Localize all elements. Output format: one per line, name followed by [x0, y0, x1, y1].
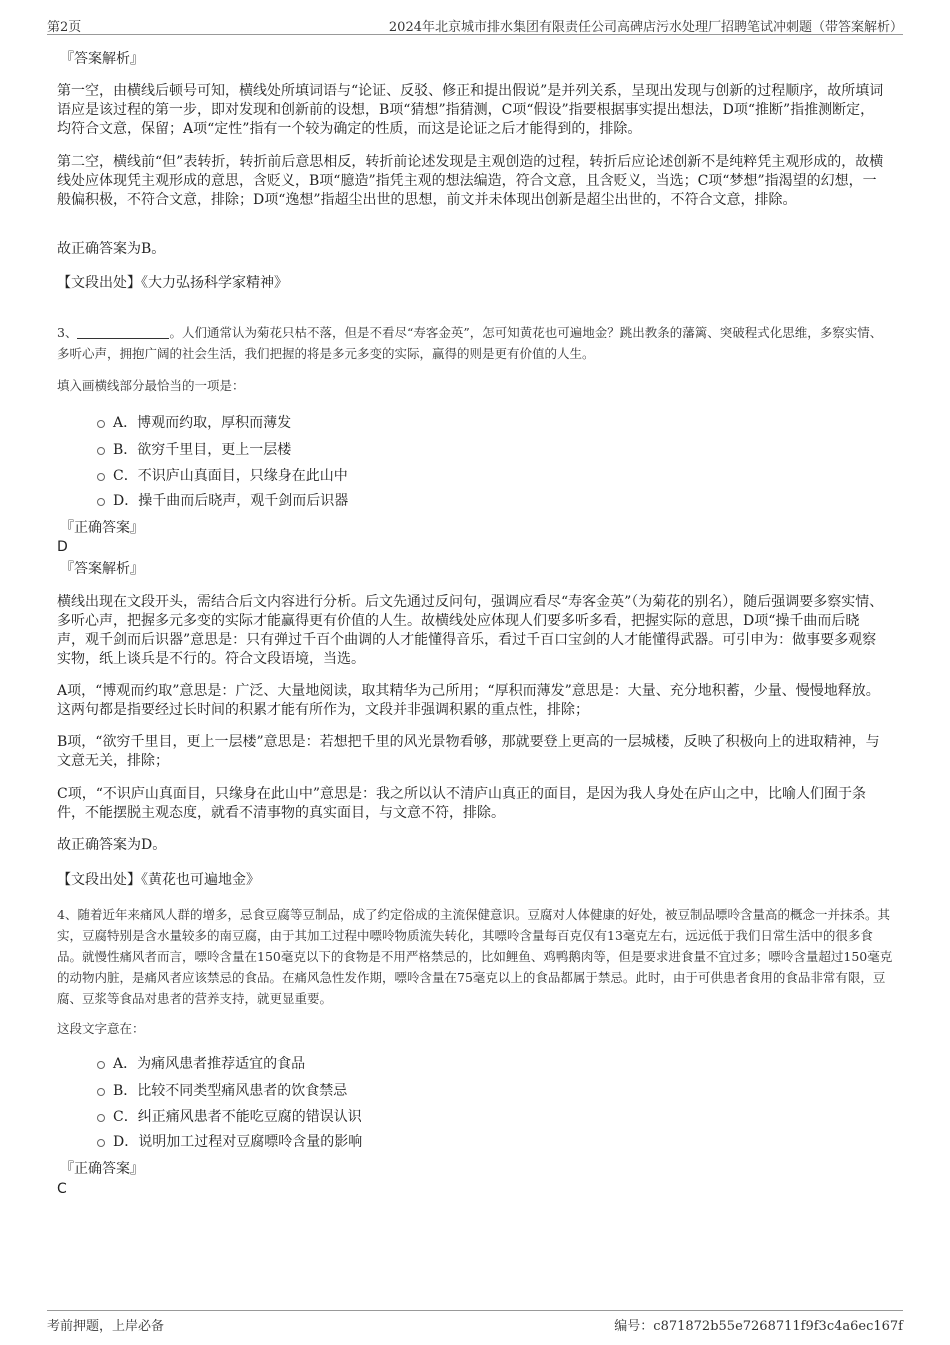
fill-blank [77, 324, 169, 339]
question-text: 。人们通常认为菊花只枯不落，但是不看尽“寿客金英”，怎可知黄花也可遍地金？跳出教条的藩篱、突破程式化思维，多察实情、多听心声，拥抱广阔的社会生活，我们把握的将是多元多变的实际，赢得的则是更有价值的人生。 [57, 325, 883, 361]
radio-icon[interactable] [97, 498, 105, 506]
option-d[interactable]: D．操千曲而后晓声，观千剑而后识器 [97, 491, 348, 511]
option-c[interactable]: C．不识庐山真面目，只缘身在此山中 [97, 466, 348, 486]
radio-icon[interactable] [97, 420, 105, 428]
correct-answer-label: 『正确答案』 [60, 520, 144, 536]
passage-source: 【文段出处】《大力弘扬科学家精神》 [57, 275, 288, 291]
analysis-paragraph: 第二空，横线前“但”表转折，转折前后意思相反，转折前论述发现是主观创造的过程，转折后应论述创新不是纯粹凭主观形成的，故横线处应体现凭主观形成的意思，含贬义，B项“臆造”指凭主观的想法编造，符合文意，且含贬义，当选；C项“梦想”指渴望的幻想，一般偏积极，不符合文意，排除；D项“逸想”指超尘出世的思想，前文并未体现出创新是超尘出世的，不符合文意，排除。 [57, 154, 884, 208]
option-d[interactable]: D．说明加工过程对豆腐嘌呤含量的影响 [97, 1132, 362, 1152]
page-footer [47, 1310, 903, 1335]
question-stem: 4、随着近年来痛风人群的增多，忌食豆腐等豆制品，成了约定俗成的主流保健意识。豆腐对人体健康的好处，被豆制品嘌呤含量高的概念一并抹杀。其实，豆腐特别是含水量较多的南豆腐，由于其加工过程中嘌呤物质流失转化，其嘌呤含量每百克仅有13毫克左右，远远低于我们日常生活中的很多食品。就慢性痛风者而言，嘌呤含量在150毫克以下的食物是不用严格禁忌的，比如鲤鱼、鸡鸭鹅肉等，但是要求进食量不宜过多；嘌呤含量超过150毫克的动物内脏，是痛风者应该禁忌的食品。在痛风急性发作期，嘌呤含量在75毫克以上的食品都属于禁忌。此时，由于可供患者食用的食品非常有限，豆腐、豆浆等食品对患者的营养支持，就更显重要。 [57, 907, 893, 1006]
page-number: 第2页 [47, 20, 82, 35]
option-b[interactable]: B．欲穷千里目，更上一层楼 [97, 440, 291, 460]
analysis-paragraph: 第一空，由横线后顿号可知，横线处所填词语与“论证、反驳、修正和提出假说”是并列关系，呈现出发现与创新的过程顺序，故所填词语应是该过程的第一步，即对发现和创新前的设想，B项“猜想”指猜测，C项“假设”指要根据事实提出想法，D项“推断”指推测断定，均符合文意，保留；A项“定性”指有一个较为确定的性质，而这是论证之后才能得到的，排除。 [57, 83, 884, 137]
option-b[interactable]: B．比较不同类型痛风患者的饮食禁忌 [97, 1081, 347, 1101]
analysis-label: 『答案解析』 [60, 51, 144, 67]
question-number: 3、 [57, 325, 78, 340]
analysis-paragraph: B项，“欲穷千里目，更上一层楼”意思是：若想把千里的风光景物看够，那就要登上更高的一层城楼，反映了积极向上的进取精神，与文意无关，排除； [57, 734, 880, 769]
answer-conclusion: 故正确答案为D。 [57, 837, 167, 853]
document-title: 2024年北京城市排水集团有限责任公司高碑店污水处理厂招聘笔试冲刺题（带答案解析） [388, 20, 903, 35]
analysis-paragraph: A项，“博观而约取”意思是：广泛、大量地阅读，取其精华为己所用；“厚积而薄发”意思是：大量、充分地积蓄，少量、慢慢地释放。这两句都是指要经过长时间的积累才能有所作为，文段并非强调积累的重点性，排除； [57, 683, 880, 718]
question-prompt: 这段文字意在： [57, 1021, 145, 1036]
options-list [97, 1054, 597, 1164]
answer-conclusion: 故正确答案为B。 [57, 241, 166, 257]
correct-answer: C [57, 1181, 67, 1197]
analysis-label: 『答案解析』 [60, 561, 144, 577]
option-a[interactable]: A．为痛风患者推荐适宜的食品 [97, 1054, 305, 1074]
question-prompt: 填入画横线部分最恰当的一项是： [57, 378, 245, 393]
radio-icon[interactable] [97, 1139, 105, 1147]
analysis-paragraph: C项，“不识庐山真面目，只缘身在此山中”意思是：我之所以认不清庐山真正的面目，是因为我人身处在庐山之中，比喻人们囿于条件，不能摆脱主观态度，就看不清事物的真实面目，与文意不符，排除。 [57, 786, 867, 821]
correct-answer: D [57, 539, 68, 555]
options-list [97, 413, 597, 523]
question-stem [57, 322, 893, 364]
analysis-paragraph: 横线出现在文段开头，需结合后文内容进行分析。后文先通过反问句，强调应看尽“寿客金英”（为菊花的别名），随后强调要多察实情、多听心声，把握多元多变的实际才能赢得更有价值的人生。故横线处应体现人们要多听多看，把握实际的意思，D项“操千曲而后晓声，观千剑而后识器”意思是：只有弹过千百个曲调的人才能懂得音乐，看过千百口宝剑的人才能懂得武器。可引申为：做事要多观察实物，纸上谈兵是不行的。符合文段语境，当选。 [57, 594, 884, 667]
radio-icon[interactable] [97, 1061, 105, 1069]
option-c[interactable]: C．纠正痛风患者不能吃豆腐的错误认识 [97, 1107, 362, 1127]
radio-icon[interactable] [97, 1114, 105, 1122]
radio-icon[interactable] [97, 473, 105, 481]
correct-answer-label: 『正确答案』 [60, 1161, 144, 1177]
option-a[interactable]: A．博观而约取，厚积而薄发 [97, 413, 291, 433]
radio-icon[interactable] [97, 1088, 105, 1096]
document-id: 编号：c871872b55e7268711f9f3c4a6ec167f [614, 1319, 903, 1334]
radio-icon[interactable] [97, 447, 105, 455]
passage-source: 【文段出处】《黄花也可遍地金》 [57, 872, 260, 888]
footer-slogan: 考前押题，上岸必备 [47, 1319, 165, 1334]
page-header [47, 14, 903, 35]
